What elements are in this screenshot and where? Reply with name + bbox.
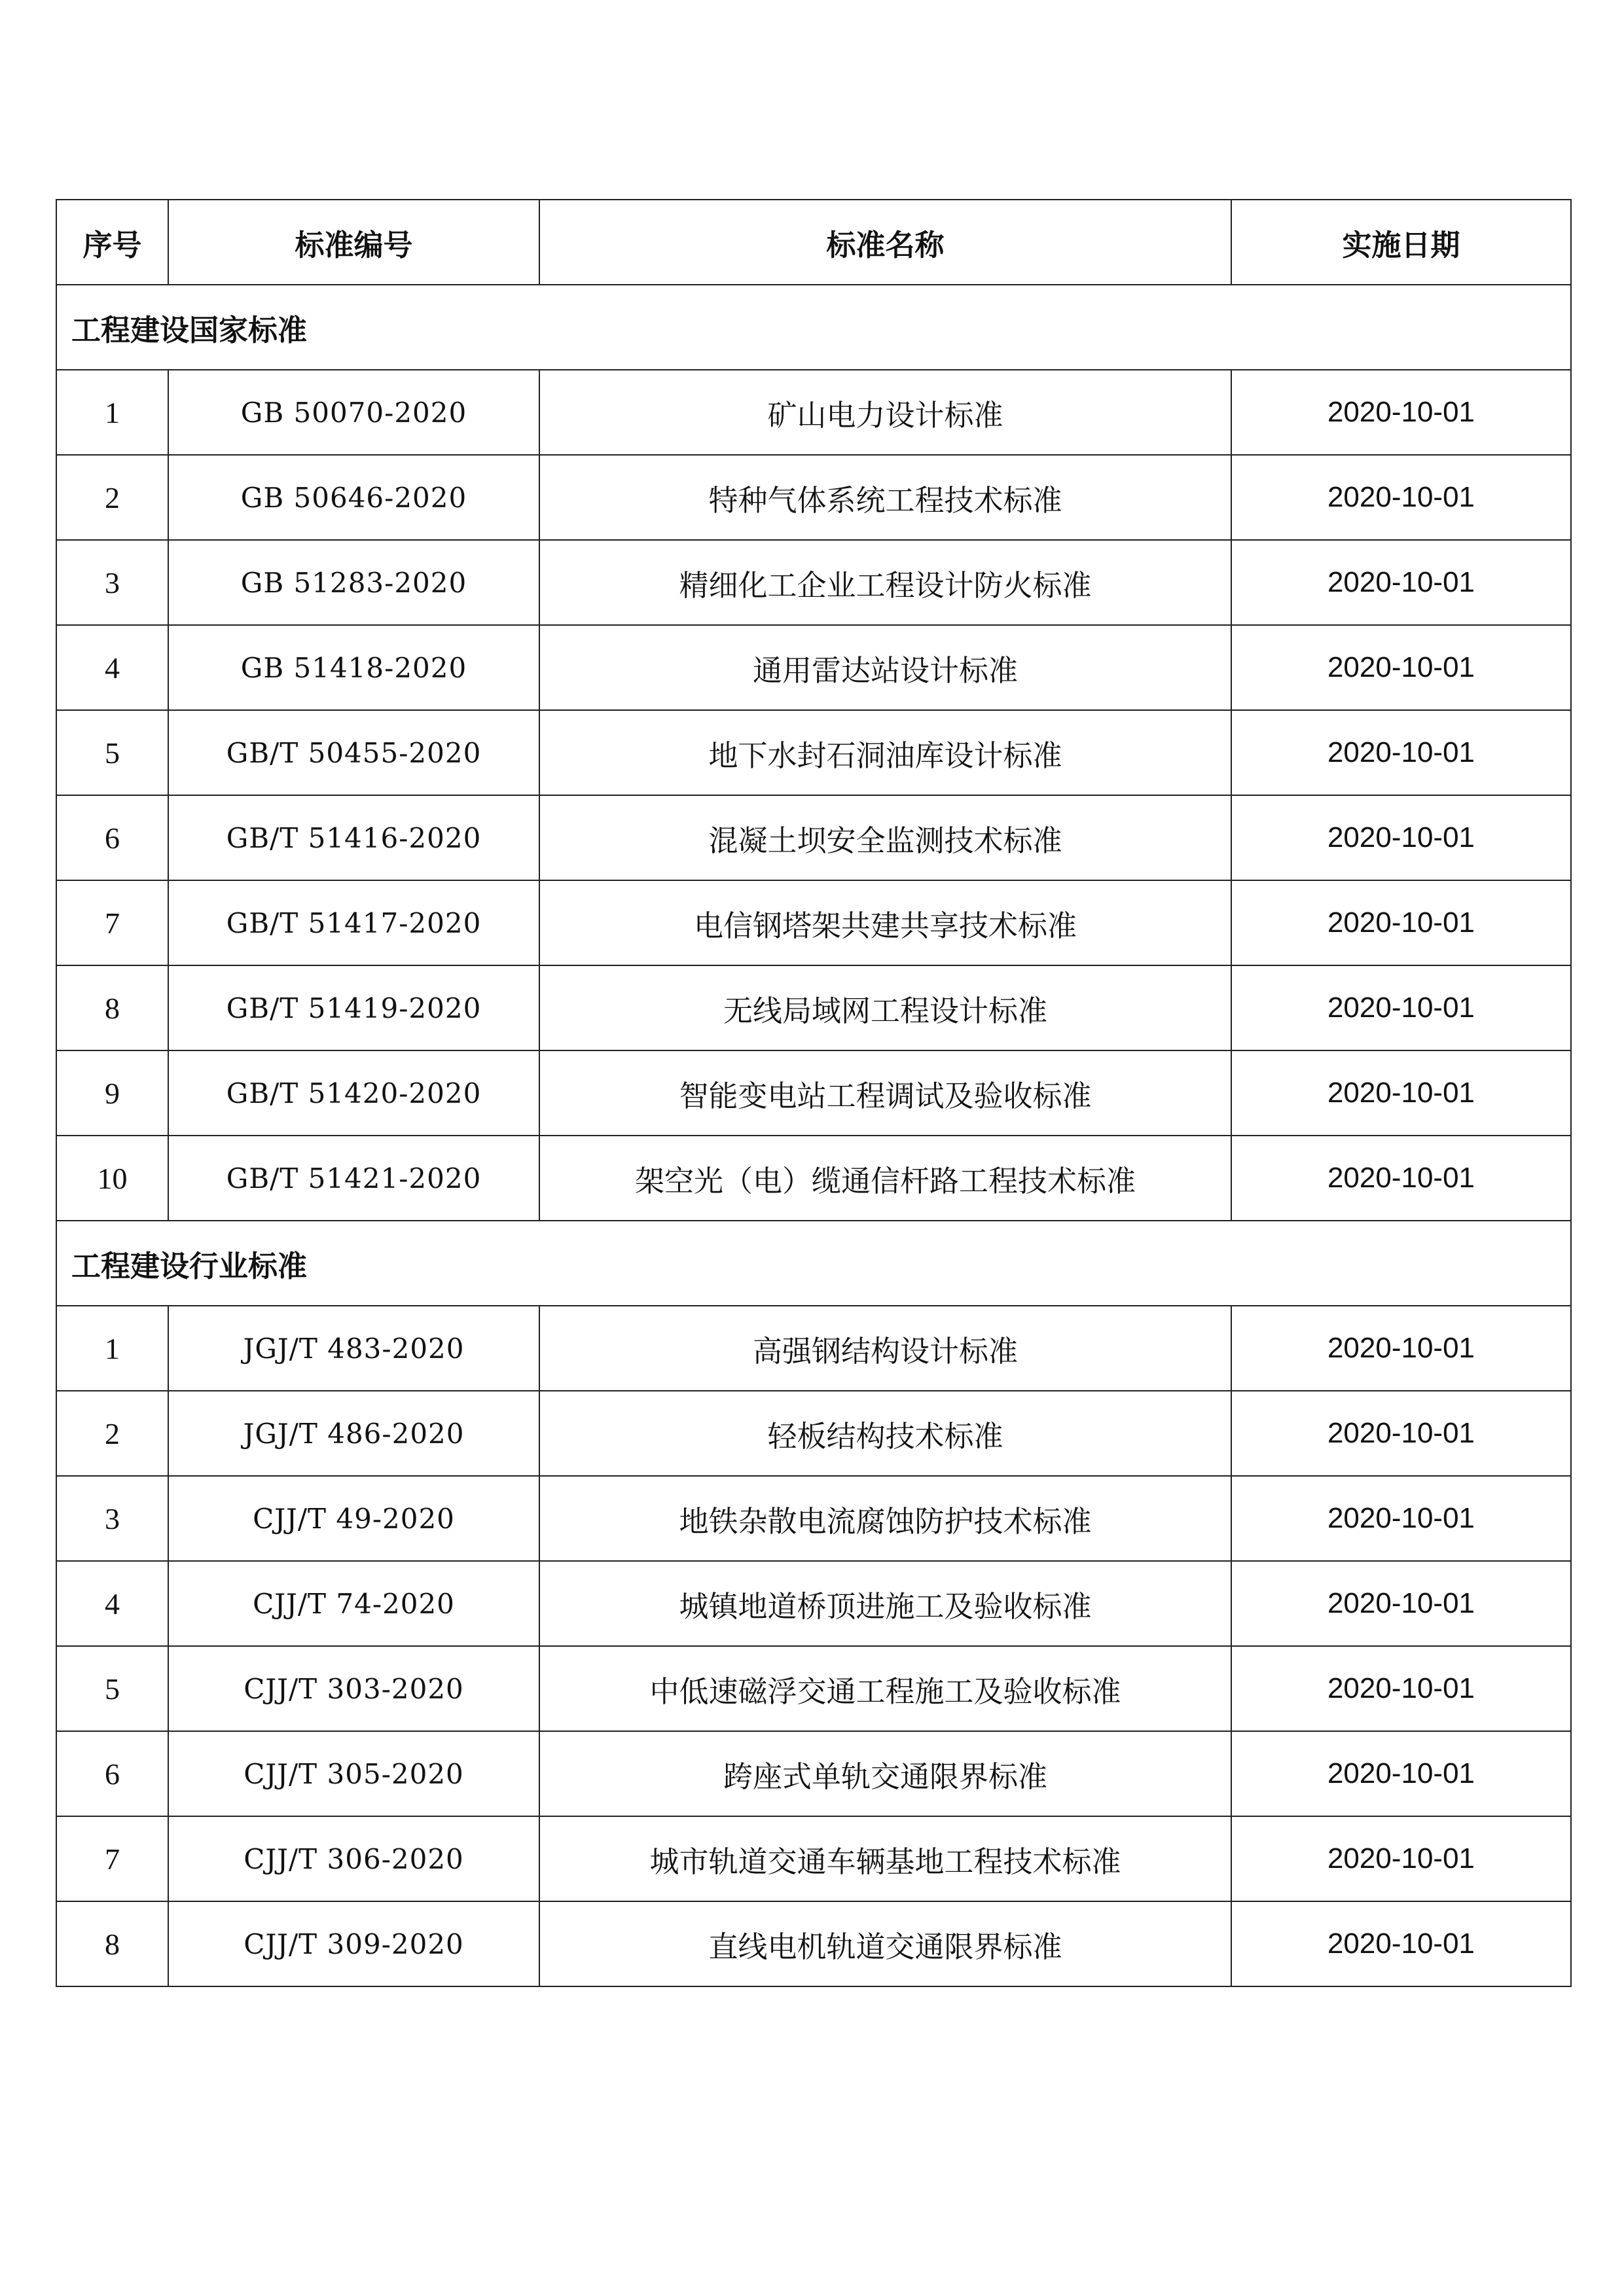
cell-date: 2020-10-01 [1231,710,1571,795]
cell-name: 跨座式单轨交通限界标准 [539,1731,1231,1816]
cell-date: 2020-10-01 [1231,370,1571,455]
table-row [56,540,1571,625]
cell-date: 2020-10-01 [1231,1646,1571,1731]
table-row [56,710,1571,795]
cell-seq: 8 [56,965,168,1050]
cell-seq: 2 [56,455,168,540]
cell-date: 2020-10-01 [1231,1136,1571,1221]
cell-code: GB/T 51416-2020 [168,795,539,880]
standards-table [56,199,1572,1987]
table-row [56,880,1571,965]
cell-name: 智能变电站工程调试及验收标准 [539,1050,1231,1136]
cell-code: GB/T 51421-2020 [168,1136,539,1221]
cell-name: 城镇地道桥顶进施工及验收标准 [539,1561,1231,1646]
cell-date: 2020-10-01 [1231,625,1571,710]
table-row [56,965,1571,1050]
header-code: 标准编号 [168,200,539,285]
table-row [56,370,1571,455]
cell-name: 中低速磁浮交通工程施工及验收标准 [539,1646,1231,1731]
cell-date: 2020-10-01 [1231,1901,1571,1986]
cell-seq: 5 [56,710,168,795]
cell-name: 地铁杂散电流腐蚀防护技术标准 [539,1476,1231,1561]
cell-code: GB/T 51417-2020 [168,880,539,965]
table-row [56,1561,1571,1646]
cell-seq: 3 [56,540,168,625]
table-row [56,1050,1571,1136]
cell-seq: 10 [56,1136,168,1221]
header-seq: 序号 [56,200,168,285]
cell-code: GB/T 51420-2020 [168,1050,539,1136]
cell-name: 轻板结构技术标准 [539,1391,1231,1476]
table-row [56,1476,1571,1561]
cell-code: GB 51418-2020 [168,625,539,710]
cell-name: 无线局域网工程设计标准 [539,965,1231,1050]
table-row [56,1136,1571,1221]
cell-date: 2020-10-01 [1231,455,1571,540]
cell-seq: 9 [56,1050,168,1136]
table-body [56,285,1571,1986]
cell-code: CJJ/T 303-2020 [168,1646,539,1731]
cell-name: 直线电机轨道交通限界标准 [539,1901,1231,1986]
table-row [56,1646,1571,1731]
cell-name: 特种气体系统工程技术标准 [539,455,1231,540]
cell-name: 混凝土坝安全监测技术标准 [539,795,1231,880]
header-name: 标准名称 [539,200,1231,285]
section-title: 工程建设行业标准 [56,1221,1571,1306]
cell-code: CJJ/T 74-2020 [168,1561,539,1646]
cell-code: CJJ/T 49-2020 [168,1476,539,1561]
cell-code: CJJ/T 306-2020 [168,1816,539,1901]
table-row [56,625,1571,710]
cell-date: 2020-10-01 [1231,540,1571,625]
cell-name: 高强钢结构设计标准 [539,1306,1231,1391]
table-row [56,1391,1571,1476]
cell-code: GB 50646-2020 [168,455,539,540]
cell-seq: 8 [56,1901,168,1986]
section-row [56,285,1571,370]
cell-code: GB/T 51419-2020 [168,965,539,1050]
cell-seq: 2 [56,1391,168,1476]
cell-seq: 7 [56,1816,168,1901]
cell-seq: 4 [56,1561,168,1646]
cell-date: 2020-10-01 [1231,1306,1571,1391]
cell-date: 2020-10-01 [1231,1050,1571,1136]
cell-date: 2020-10-01 [1231,795,1571,880]
cell-code: GB/T 50455-2020 [168,710,539,795]
cell-name: 地下水封石洞油库设计标准 [539,710,1231,795]
cell-date: 2020-10-01 [1231,1731,1571,1816]
cell-date: 2020-10-01 [1231,1391,1571,1476]
cell-seq: 1 [56,1306,168,1391]
table-row [56,1306,1571,1391]
cell-seq: 6 [56,795,168,880]
cell-date: 2020-10-01 [1231,965,1571,1050]
cell-name: 城市轨道交通车辆基地工程技术标准 [539,1816,1231,1901]
header-date: 实施日期 [1231,200,1571,285]
cell-date: 2020-10-01 [1231,1561,1571,1646]
cell-seq: 6 [56,1731,168,1816]
cell-seq: 7 [56,880,168,965]
section-row [56,1221,1571,1306]
cell-code: GB 50070-2020 [168,370,539,455]
cell-date: 2020-10-01 [1231,880,1571,965]
cell-date: 2020-10-01 [1231,1816,1571,1901]
table-row [56,455,1571,540]
cell-seq: 5 [56,1646,168,1731]
cell-name: 精细化工企业工程设计防火标准 [539,540,1231,625]
table-row [56,1901,1571,1986]
cell-date: 2020-10-01 [1231,1476,1571,1561]
cell-seq: 1 [56,370,168,455]
table-row [56,795,1571,880]
cell-name: 矿山电力设计标准 [539,370,1231,455]
table-row [56,1816,1571,1901]
cell-code: CJJ/T 309-2020 [168,1901,539,1986]
cell-code: CJJ/T 305-2020 [168,1731,539,1816]
table-header-row [56,200,1571,285]
section-title: 工程建设国家标准 [56,285,1571,370]
table-row [56,1731,1571,1816]
cell-seq: 3 [56,1476,168,1561]
cell-code: JGJ/T 483-2020 [168,1306,539,1391]
cell-name: 通用雷达站设计标准 [539,625,1231,710]
cell-name: 架空光（电）缆通信杆路工程技术标准 [539,1136,1231,1221]
cell-code: GB 51283-2020 [168,540,539,625]
cell-name: 电信钢塔架共建共享技术标准 [539,880,1231,965]
cell-seq: 4 [56,625,168,710]
cell-code: JGJ/T 486-2020 [168,1391,539,1476]
